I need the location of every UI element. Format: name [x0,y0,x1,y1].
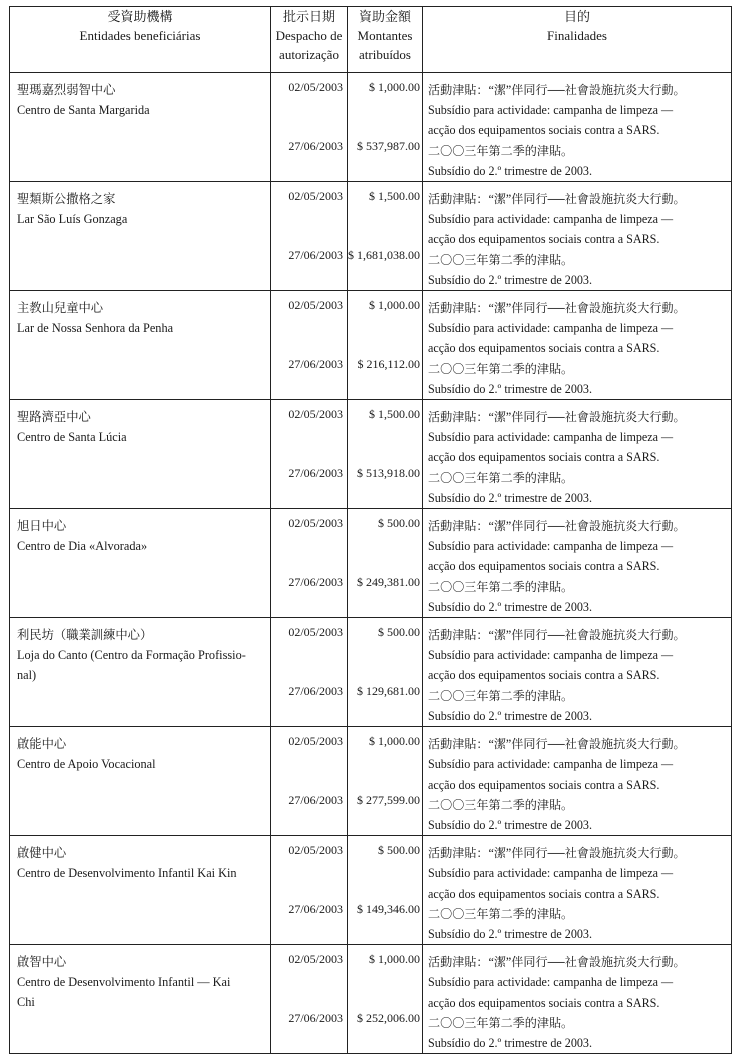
purpose-line-4: 二〇〇三年第二季的津貼。 [428,470,574,485]
amount-1: $ 1,000.00 [369,298,420,313]
entity-name-zh: 聖類斯公撒格之家 [17,192,116,207]
date-cell [271,73,348,182]
amount-cell [348,945,423,1054]
entity-cell [10,727,271,836]
amount-1: $ 500.00 [378,843,420,858]
purpose-line-5: Subsídio do 2.º trimestre de 2003. [428,1035,592,1050]
table-row [10,945,732,1054]
entity-name-pt: Lar de Nossa Senhora da Penha [17,321,174,336]
amount-cell [348,836,423,945]
dispatch-date-2: 27/06/2003 [288,357,343,372]
purpose-line-2: Subsídio para actividade: campanha de limpeza — [428,103,674,118]
purpose-cell [423,727,732,836]
header-entities-zh: 受資助機構 [107,9,173,24]
date-cell [271,400,348,509]
purpose-cell [423,291,732,400]
purpose-line-2: Subsídio para actividade: campanha de limpeza — [428,539,674,554]
dispatch-date-1: 02/05/2003 [288,298,343,313]
amount-1: $ 1,500.00 [369,407,420,422]
purpose-line-4: 二〇〇三年第二季的津貼。 [428,143,574,158]
header-date [271,7,348,73]
amount-1: $ 500.00 [378,516,420,531]
amount-2: $ 129,681.00 [357,684,420,699]
purpose-line-4: 二〇〇三年第二季的津貼。 [428,797,574,812]
entity-name-pt: Centro de Apoio Vocacional [17,757,156,772]
entity-cell [10,509,271,618]
date-cell [271,509,348,618]
table-row [10,291,732,400]
purpose-cell [423,618,732,727]
purpose-line-1: 活動津貼：“潔”伴同行──社會設施抗炎大行動。 [428,83,686,97]
entity-name-pt: Lar São Luís Gonzaga [17,212,128,227]
entity-cell [10,291,271,400]
purpose-line-5: Subsídio do 2.º trimestre de 2003. [428,381,592,396]
purpose-line-3: acção dos equipamentos sociais contra a SARS. [428,123,660,138]
table-body [10,73,732,1054]
purpose-line-5: Subsídio do 2.º trimestre de 2003. [428,708,592,723]
table-row [10,727,732,836]
header-purpose [423,7,732,73]
purpose-line-3: acção dos equipamentos sociais contra a SARS. [428,995,660,1010]
entity-name-zh: 聖路濟亞中心 [17,410,91,425]
purpose-line-1: 活動津貼：“潔”伴同行──社會設施抗炎大行動。 [428,192,686,207]
purpose-line-5: Subsídio do 2.º trimestre de 2003. [428,272,592,287]
dispatch-date-2: 27/06/2003 [288,466,343,481]
entity-cell [10,836,271,945]
table-row [10,836,732,945]
dispatch-date-1: 02/05/2003 [288,189,343,204]
purpose-line-3: acção dos equipamentos sociais contra a SARS. [428,450,660,465]
entity-name-pt: Loja do Canto (Centro da Formação Profissio- [17,648,246,663]
amount-2: $ 277,599.00 [357,793,420,808]
entity-cell [10,618,271,727]
entity-name-zh: 利民坊（職業訓練中心） [17,628,153,643]
amount-2: $ 537,987.00 [357,139,420,153]
purpose-cell [423,836,732,945]
table-row [10,182,732,291]
dispatch-date-1: 02/05/2003 [288,843,343,858]
purpose-line-1: 活動津貼：“潔”伴同行──社會設施抗炎大行動。 [428,628,686,643]
purpose-cell [423,182,732,291]
amount-1: $ 1,000.00 [369,80,420,94]
purpose-line-2: Subsídio para actividade: campanha de limpeza — [428,648,674,663]
entity-name-pt-cont: Chi [17,995,35,1010]
entity-name-zh: 啟能中心 [17,737,67,752]
amount-cell [348,182,423,291]
amount-cell [348,291,423,400]
entity-name-pt: Centro de Desenvolvimento Infantil — Kai [17,975,231,990]
purpose-line-1: 活動津貼：“潔”伴同行──社會設施抗炎大行動。 [428,955,686,970]
entity-name-zh: 聖瑪嘉烈弱智中心 [17,83,116,97]
amount-cell [348,509,423,618]
purpose-line-2: Subsídio para actividade: campanha de limpeza — [428,975,674,990]
purpose-cell [423,73,732,182]
purpose-line-5: Subsídio do 2.º trimestre de 2003. [428,817,592,832]
purpose-line-4: 二〇〇三年第二季的津貼。 [428,361,574,376]
table-row [10,618,732,727]
dispatch-date-2: 27/06/2003 [288,1011,343,1026]
purpose-line-2: Subsídio para actividade: campanha de limpeza — [428,321,674,336]
header-entities [10,7,271,73]
entity-cell [10,182,271,291]
entity-name-pt: Centro de Dia «Alvorada» [17,539,148,554]
header-amount [348,7,423,73]
entity-cell [10,945,271,1054]
entity-name-zh: 旭日中心 [17,519,67,534]
purpose-line-4: 二〇〇三年第二季的津貼。 [428,1015,574,1030]
dispatch-date-2: 27/06/2003 [288,684,343,699]
entity-name-pt: Centro de Santa Margarida [17,103,150,117]
purpose-line-4: 二〇〇三年第二季的津貼。 [428,252,574,267]
table-row [10,400,732,509]
purpose-line-4: 二〇〇三年第二季的津貼。 [428,579,574,594]
entity-cell [10,73,271,182]
amount-2: $ 252,006.00 [357,1011,420,1026]
purpose-line-5: Subsídio do 2.º trimestre de 2003. [428,599,592,614]
amount-cell [348,400,423,509]
table-row [10,509,732,618]
amount-cell [348,727,423,836]
purpose-line-5: Subsídio do 2.º trimestre de 2003. [428,163,592,178]
purpose-line-3: acção dos equipamentos sociais contra a SARS. [428,232,660,247]
dispatch-date-1: 02/05/2003 [288,407,343,422]
amount-2: $ 1,681,038.00 [348,248,420,263]
header-amount-pt1: Montantes [357,28,413,43]
purpose-line-1: 活動津貼：“潔”伴同行──社會設施抗炎大行動。 [428,737,686,752]
amount-1: $ 1,000.00 [369,952,420,967]
dispatch-date-2: 27/06/2003 [288,793,343,808]
header-amount-zh: 資助金額 [358,9,411,24]
dispatch-date-2: 27/06/2003 [288,248,343,263]
dispatch-date-2: 27/06/2003 [288,139,343,153]
date-cell [271,291,348,400]
entity-cell [10,400,271,509]
amount-2: $ 216,112.00 [357,357,420,372]
purpose-line-3: acção dos equipamentos sociais contra a SARS. [428,886,660,901]
purpose-line-5: Subsídio do 2.º trimestre de 2003. [428,490,592,505]
purpose-line-5: Subsídio do 2.º trimestre de 2003. [428,926,592,941]
date-cell [271,836,348,945]
header-date-pt1: Despacho de [275,28,343,43]
purpose-line-2: Subsídio para actividade: campanha de limpeza — [428,212,674,227]
table-row [10,73,732,182]
entity-name-zh: 啟健中心 [17,846,67,861]
purpose-line-4: 二〇〇三年第二季的津貼。 [428,906,574,921]
dispatch-date-1: 02/05/2003 [288,80,343,94]
amount-2: $ 249,381.00 [357,575,420,590]
header-date-zh: 批示日期 [282,9,335,24]
entity-name-zh: 啟智中心 [17,955,67,970]
date-cell [271,727,348,836]
header-amount-pt2: atribuídos [359,47,411,62]
purpose-line-1: 活動津貼：“潔”伴同行──社會設施抗炎大行動。 [428,301,686,316]
amount-cell [348,73,423,182]
dispatch-date-1: 02/05/2003 [288,952,343,967]
amount-2: $ 149,346.00 [357,902,420,917]
purpose-line-2: Subsídio para actividade: campanha de limpeza — [428,430,674,445]
dispatch-date-2: 27/06/2003 [288,575,343,590]
subsidy-table [9,6,732,1054]
amount-cell [348,618,423,727]
date-cell [271,945,348,1054]
purpose-line-1: 活動津貼：“潔”伴同行──社會設施抗炎大行動。 [428,519,686,534]
purpose-line-1: 活動津貼：“潔”伴同行──社會設施抗炎大行動。 [428,410,686,425]
amount-1: $ 500.00 [378,625,420,640]
entity-name-pt: Centro de Desenvolvimento Infantil Kai Kin [17,866,237,881]
date-cell [271,618,348,727]
purpose-line-4: 二〇〇三年第二季的津貼。 [428,688,574,703]
purpose-cell [423,400,732,509]
header-date-pt2: autorização [279,47,339,62]
date-cell [271,182,348,291]
header-entities-pt: Entidades beneficiárias [79,28,201,43]
purpose-line-3: acção dos equipamentos sociais contra a SARS. [428,341,660,356]
entity-name-pt-cont: nal) [17,668,37,683]
purpose-line-3: acção dos equipamentos sociais contra a SARS. [428,777,660,792]
dispatch-date-1: 02/05/2003 [288,516,343,531]
purpose-line-3: acção dos equipamentos sociais contra a SARS. [428,559,660,574]
purpose-cell [423,509,732,618]
amount-1: $ 1,500.00 [369,189,420,204]
dispatch-date-1: 02/05/2003 [288,625,343,640]
amount-2: $ 513,918.00 [357,466,420,481]
header-purpose-zh: 目的 [563,9,590,24]
purpose-cell [423,945,732,1054]
entity-name-pt: Centro de Santa Lúcia [17,430,127,445]
purpose-line-1: 活動津貼：“潔”伴同行──社會設施抗炎大行動。 [428,846,686,861]
dispatch-date-1: 02/05/2003 [288,734,343,749]
purpose-line-2: Subsídio para actividade: campanha de limpeza — [428,866,674,881]
dispatch-date-2: 27/06/2003 [288,902,343,917]
entity-name-zh: 主教山兒童中心 [17,301,104,316]
table-header-row [10,7,732,73]
header-purpose-pt: Finalidades [547,28,607,43]
purpose-line-3: acção dos equipamentos sociais contra a SARS. [428,668,660,683]
purpose-line-2: Subsídio para actividade: campanha de limpeza — [428,757,674,772]
amount-1: $ 1,000.00 [369,734,420,749]
